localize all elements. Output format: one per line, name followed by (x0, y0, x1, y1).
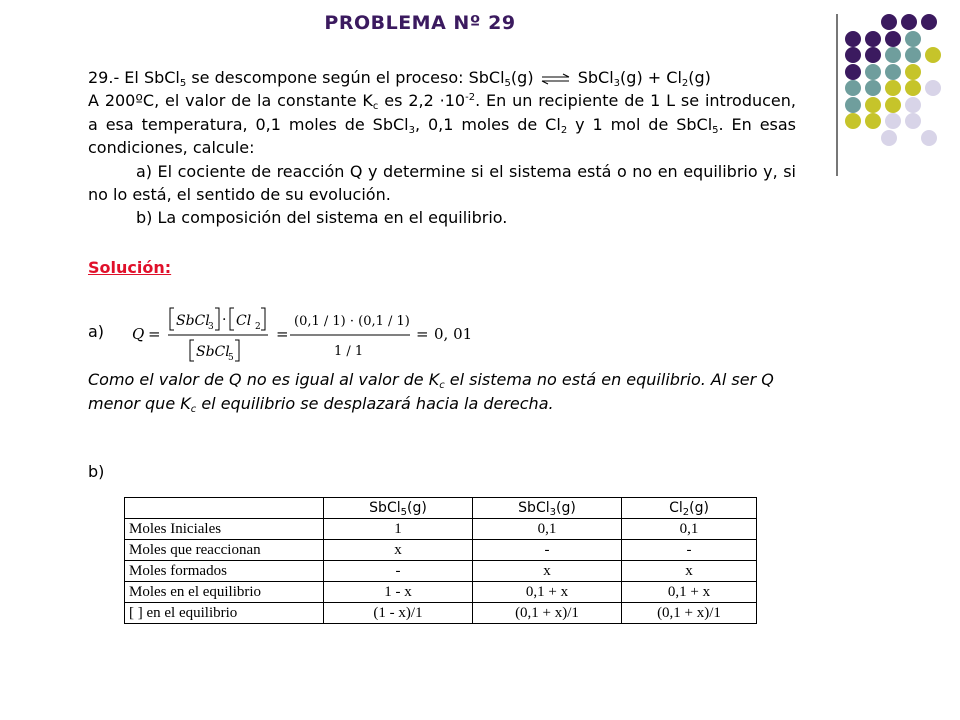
text: (g) (510, 68, 539, 87)
reaction-quotient-formula (128, 298, 488, 368)
text: Como el valor de Q no es igual al valor de K (88, 370, 440, 389)
decorative-dot (905, 64, 921, 80)
decorative-dot (905, 113, 921, 129)
decorative-dot (885, 97, 901, 113)
decorative-dot (885, 47, 901, 63)
sub: c (439, 380, 445, 391)
bracket (230, 308, 234, 330)
decorative-dot (901, 14, 917, 30)
text: el sistema no está en equilibrio. Al ser Q menor que K (88, 370, 774, 413)
sub: 2 (560, 124, 568, 136)
bracket (261, 308, 265, 330)
table-cell: 0,1 + x (622, 582, 757, 603)
numerator-species-2: Cl (236, 313, 252, 329)
table-cell: x (473, 561, 622, 582)
row-label: Moles que reaccionan (125, 540, 324, 561)
page-title: PROBLEMA Nº 29 (324, 12, 516, 34)
solution-heading: Solución: (88, 258, 172, 277)
decorative-dot (925, 47, 941, 63)
decorative-dot (865, 97, 881, 113)
table-cell: - (473, 540, 622, 561)
decorative-dot (865, 80, 881, 96)
table-cell: 0,1 + x (473, 582, 622, 603)
text: 29.- El SbCl (88, 68, 180, 87)
decorative-dot (865, 64, 881, 80)
table-header-cell (473, 498, 622, 519)
table-header-cell (622, 498, 757, 519)
decorative-dot (881, 14, 897, 30)
row-label: Moles Iniciales (125, 519, 324, 540)
text: y 1 mol de SbCl (567, 114, 713, 134)
decorative-dot (845, 80, 861, 96)
row-label: [ ] en el equilibrio (125, 603, 324, 624)
text: SbCl (572, 68, 614, 87)
decorative-dot (845, 31, 861, 47)
numerator-sub-1: 3 (208, 322, 214, 332)
problem-statement (88, 66, 796, 230)
explanation-paragraph (88, 368, 796, 416)
text: SbCl (518, 499, 550, 516)
table-cell: x (622, 561, 757, 582)
decorative-dot (845, 113, 861, 129)
table-cell: 1 (324, 519, 473, 540)
question-b: b) La composición del sistema en el equilibrio. (136, 208, 508, 228)
bracket (235, 340, 239, 361)
decorative-dot (865, 113, 881, 129)
text: . En esas condiciones, calcule: (88, 114, 797, 158)
table-cell: 1 - x (324, 582, 473, 603)
table-cell: x (324, 540, 473, 561)
bracket (190, 340, 194, 361)
question-a: a) El cociente de reacción Q y determine si el sistema está o no en equilibrio y, si no lo está, el sentido de su evolución. (88, 161, 796, 205)
table-cell: - (324, 561, 473, 582)
sup: -2 (465, 92, 476, 104)
decorative-dot (905, 31, 921, 47)
part-b-label: b) (88, 462, 105, 481)
table-corner-cell (125, 498, 324, 519)
denominator-sub: 5 (228, 353, 234, 363)
sub: 3 (613, 78, 621, 89)
decorative-dot (845, 47, 861, 63)
table-cell: 0,1 (473, 519, 622, 540)
decorative-dot (905, 47, 921, 63)
multiply-dot: · (222, 312, 227, 328)
row-label: Moles formados (125, 561, 324, 582)
text: (g) + Cl (620, 68, 682, 87)
sub: 2 (681, 78, 689, 89)
numerator-values: (0,1 / 1) · (0,1 / 1) (294, 314, 410, 329)
table-cell: (0,1 + x)/1 (473, 603, 622, 624)
text: es 2,2 ·10 (378, 91, 466, 111)
bracket (170, 308, 174, 330)
decorative-dot (885, 31, 901, 47)
decorative-dot (885, 113, 901, 129)
sub: 5 (504, 78, 511, 89)
sub: 3 (549, 506, 556, 518)
part-a-label: a) (88, 322, 105, 341)
text: SbCl (369, 499, 401, 516)
decorative-dot (921, 14, 937, 30)
table-header-cell (324, 498, 473, 519)
equals-sign: = (276, 325, 289, 343)
table-cell: - (622, 540, 757, 561)
equilibrium-arrow-icon (539, 73, 573, 85)
decorative-divider (836, 14, 838, 176)
text: se descompone según el proceso: SbCl (186, 68, 505, 87)
text: (g) (556, 499, 576, 516)
table-cell: 0,1 (622, 519, 757, 540)
bracket (215, 308, 219, 330)
equilibrium-table (124, 497, 757, 624)
text: el equilibrio se desplazará hacia la derecha. (196, 394, 554, 413)
decorative-dot (885, 64, 901, 80)
table-row (125, 519, 757, 540)
text: (g) (688, 68, 711, 87)
formula-result: 0, 01 (434, 325, 473, 343)
decorative-dot (845, 64, 861, 80)
decorative-dot (905, 97, 921, 113)
text: . En un recipiente de 1 L se introducen, a esa temperatura, 0,1 moles de SbCl (88, 91, 796, 134)
text: Cl (669, 499, 683, 516)
decorative-dot (865, 47, 881, 63)
row-label: Moles en el equilibrio (125, 582, 324, 603)
table-cell: (1 - x)/1 (324, 603, 473, 624)
numerator-species-1: SbCl (176, 313, 210, 329)
q-symbol: Q (132, 325, 145, 343)
denominator-values: 1 / 1 (334, 344, 364, 359)
sub: c (372, 101, 379, 113)
sub: 5 (712, 124, 719, 136)
numerator-sub-2: 2 (255, 322, 261, 332)
table-row (125, 540, 757, 561)
decorative-dot (845, 97, 861, 113)
text: A 200ºC, el valor de la constante K (88, 91, 373, 111)
sub: 5 (179, 78, 187, 89)
table-row (125, 561, 757, 582)
table-header-row (125, 498, 757, 519)
sub: c (190, 404, 197, 415)
sub: 5 (400, 506, 407, 518)
table-cell: (0,1 + x)/1 (622, 603, 757, 624)
table-row (125, 603, 757, 624)
sub: 2 (682, 506, 690, 518)
decorative-dot (885, 80, 901, 96)
table-row (125, 582, 757, 603)
text: , 0,1 moles de Cl (415, 114, 561, 134)
decorative-dot-grid (845, 14, 955, 154)
denominator-species: SbCl (196, 344, 230, 360)
decorative-dot (921, 130, 937, 146)
equals-sign: = (416, 325, 429, 343)
text: (g) (689, 499, 709, 516)
decorative-dot (925, 80, 941, 96)
equals-sign: = (148, 325, 161, 343)
decorative-dot (905, 80, 921, 96)
sub: 3 (408, 124, 415, 136)
decorative-dot (865, 31, 881, 47)
text: (g) (407, 499, 427, 516)
decorative-dot (881, 130, 897, 146)
